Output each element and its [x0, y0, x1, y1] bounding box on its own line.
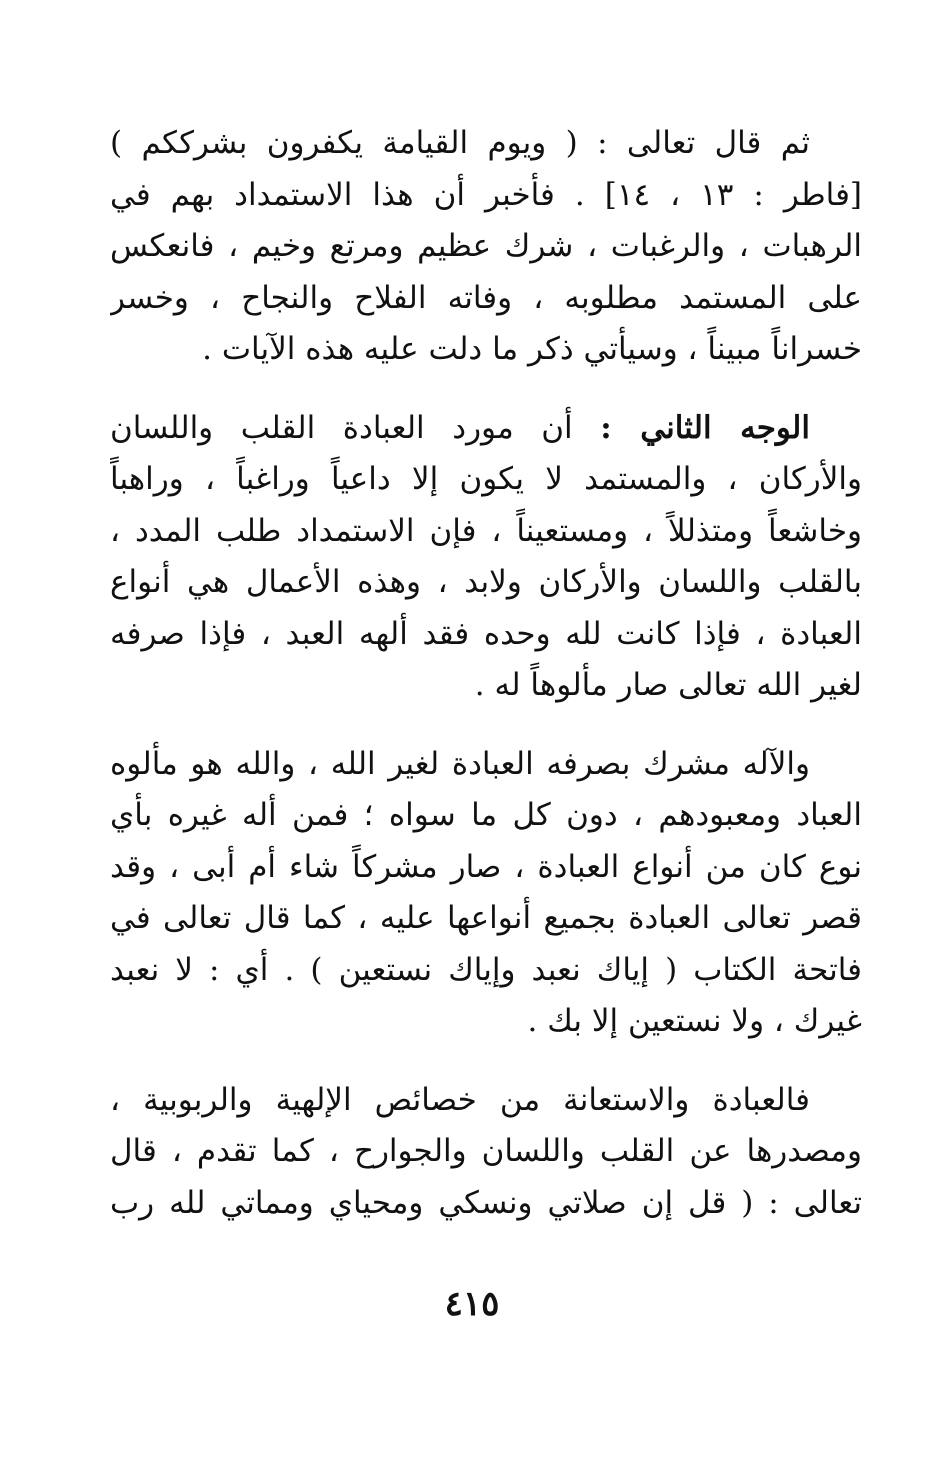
text-line: غيرك ، ولا نستعين إلا بك .	[527, 1003, 862, 1039]
paragraph-3	[110, 739, 862, 1048]
text-line: والأركان ، والمستمد لا يكون إلا داعياً وراغباً ، وراهباً	[110, 461, 862, 497]
text-line: [فاطر : ١٣ ، ١٤] . فأخبر أن هذا الاستمداد بهم في	[110, 176, 862, 213]
text-line	[110, 403, 862, 455]
text-line: والآله مشرك بصرفه العبادة لغير الله ، والله هو مألوه	[110, 745, 810, 782]
text-line: الرهبات ، والرغبات ، شرك عظيم ومرتع وخيم ، فانعكس	[110, 228, 862, 264]
text-line: بالقلب واللسان والأركان ولابد ، وهذه الأعمال هي أنواع	[110, 564, 862, 600]
page-number: ٤١٥	[444, 1284, 500, 1324]
text-line: العباد ومعبودهم ، دون كل ما سواه ؛ فمن أله غيره بأي	[110, 797, 862, 833]
paragraph-4	[110, 1075, 862, 1230]
text-segment: أن مورد العبادة القلب واللسان	[110, 409, 573, 446]
section-heading: الوجه الثاني :	[600, 409, 810, 446]
text-line: تعالى : ( قل إن صلاتي ونسكي ومحياي ومماتي لله رب	[110, 1184, 862, 1221]
paragraph-2	[110, 403, 862, 712]
text-line: نوع كان من أنواع العبادة ، صار مشركاً شاء أم أبى ، وقد	[110, 848, 862, 885]
text-line: قصر تعالى العبادة بجميع أنواعها عليه ، كما قال تعالى في	[110, 900, 862, 936]
text-line: العبادة ، فإذا كانت لله وحده فقد ألهه العبد ، فإذا صرفه	[110, 615, 862, 652]
text-line: فاتحة الكتاب ( إياك نعبد وإياك نستعين ) . أي : لا نعبد	[110, 951, 862, 988]
text-line: خسراناً مبيناً ، وسيأتي ذكر ما دلت عليه هذه الآيات .	[202, 331, 862, 367]
text-line: لغير الله تعالى صار مألوهاً له .	[474, 667, 862, 703]
text-line: على المستمد مطلوبه ، وفاته الفلاح والنجاح ، وخسر	[110, 279, 862, 316]
text-line: فالعبادة والاستعانة من خصائص الإلهية والربوبية ،	[110, 1081, 810, 1118]
text-line: ومصدرها عن القلب واللسان والجوارح ، كما تقدم ، قال	[110, 1133, 862, 1169]
page-body	[110, 118, 862, 1229]
paragraph-1	[110, 118, 862, 376]
text-line: ثم قال تعالى : ( ويوم القيامة يكفرون بشرككم )	[110, 125, 810, 161]
text-line: وخاشعاً ومتذللاً ، ومستعيناً ، فإن الاستمداد طلب المدد ،	[110, 512, 862, 549]
